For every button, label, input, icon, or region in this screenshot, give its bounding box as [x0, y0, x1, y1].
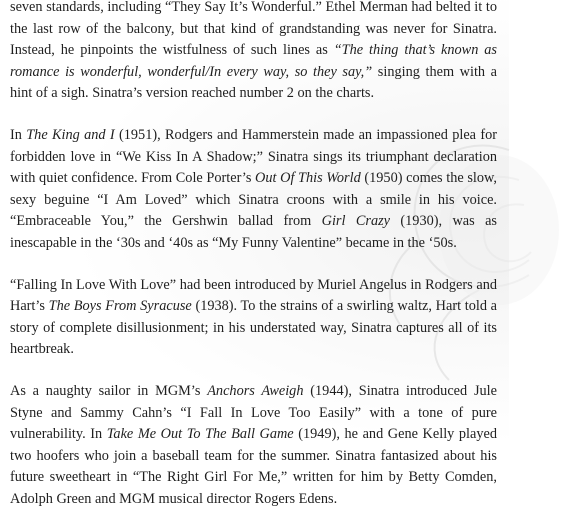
- paragraph: [10, 381, 497, 511]
- body-text: “Falling In Love With Love” had been introduced by Muriel Angelus in Rodgers and Hart’s: [10, 276, 497, 315]
- body-text: (1950) comes the slow, sexy beguine “I Am Loved” which Sinatra croons with a smile in his voice. “Embraceable You,” the Gershwin ballad from: [10, 170, 497, 230]
- italic-title-text: Take Me Out To The Ball Game: [106, 426, 294, 443]
- body-text: In: [10, 126, 27, 143]
- body-text: (1944), Sinatra introduced Jule Styne and Sammy Cahn’s “I Fall In Love Too Easily” with a tone of pure vulnerability. In: [10, 382, 497, 443]
- paragraph: [10, 275, 497, 361]
- body-text: seven standards, including “They Say It’s Wonderful.” Ethel Merman had belted it to the last row of the balcony, but that kind of grandstanding was never for Sinatra. Instead, he pinpoints the wistfulness of such lines as: [10, 0, 497, 59]
- article-body: [10, 0, 497, 530]
- body-text: (1951), Rodgers and Hammerstein made an impassioned plea for forbidden love in “We Kiss In A Shadow;” Sinatra sings its triumphant declaration with quiet confidence. From Cole Porter’s: [10, 126, 497, 187]
- italic-title-text: The King and I: [26, 126, 115, 143]
- italic-title-text: Girl Crazy: [321, 213, 390, 230]
- italic-title-text: Out Of This World: [255, 170, 361, 187]
- body-text: (1938). To the strains of a swirling waltz, Hart told a story of complete disillusionment; in his understated way, Sinatra captures all of its heartbreak.: [10, 298, 498, 358]
- paragraph: [10, 125, 497, 255]
- italic-title-text: Anchors Aweigh: [207, 382, 304, 399]
- body-text: singing them with a hint of a sigh. Sinatra’s version reached number 2 on the charts.: [10, 63, 497, 102]
- italic-title-text: “The thing that’s known as romance is wonderful, wonderful/In every way, so they say,”: [10, 42, 497, 80]
- body-text: As a naughty sailor in MGM’s: [10, 382, 208, 399]
- italic-title-text: The Boys From Syracuse: [48, 298, 192, 315]
- paragraph: [10, 0, 497, 105]
- body-text: (1930), was as inescapable in the ‘30s and ‘40s as “My Funny Valentine” became in the ‘50s.: [10, 213, 497, 251]
- body-text: (1949), he and Gene Kelly played two hoofers who join a baseball team for the summer. Sinatra fantasized about his future sweetheart in “The Right Girl For Me,” written for him by Betty Comden, Adolph Green and MGM musical director Rogers Edens.: [10, 426, 498, 507]
